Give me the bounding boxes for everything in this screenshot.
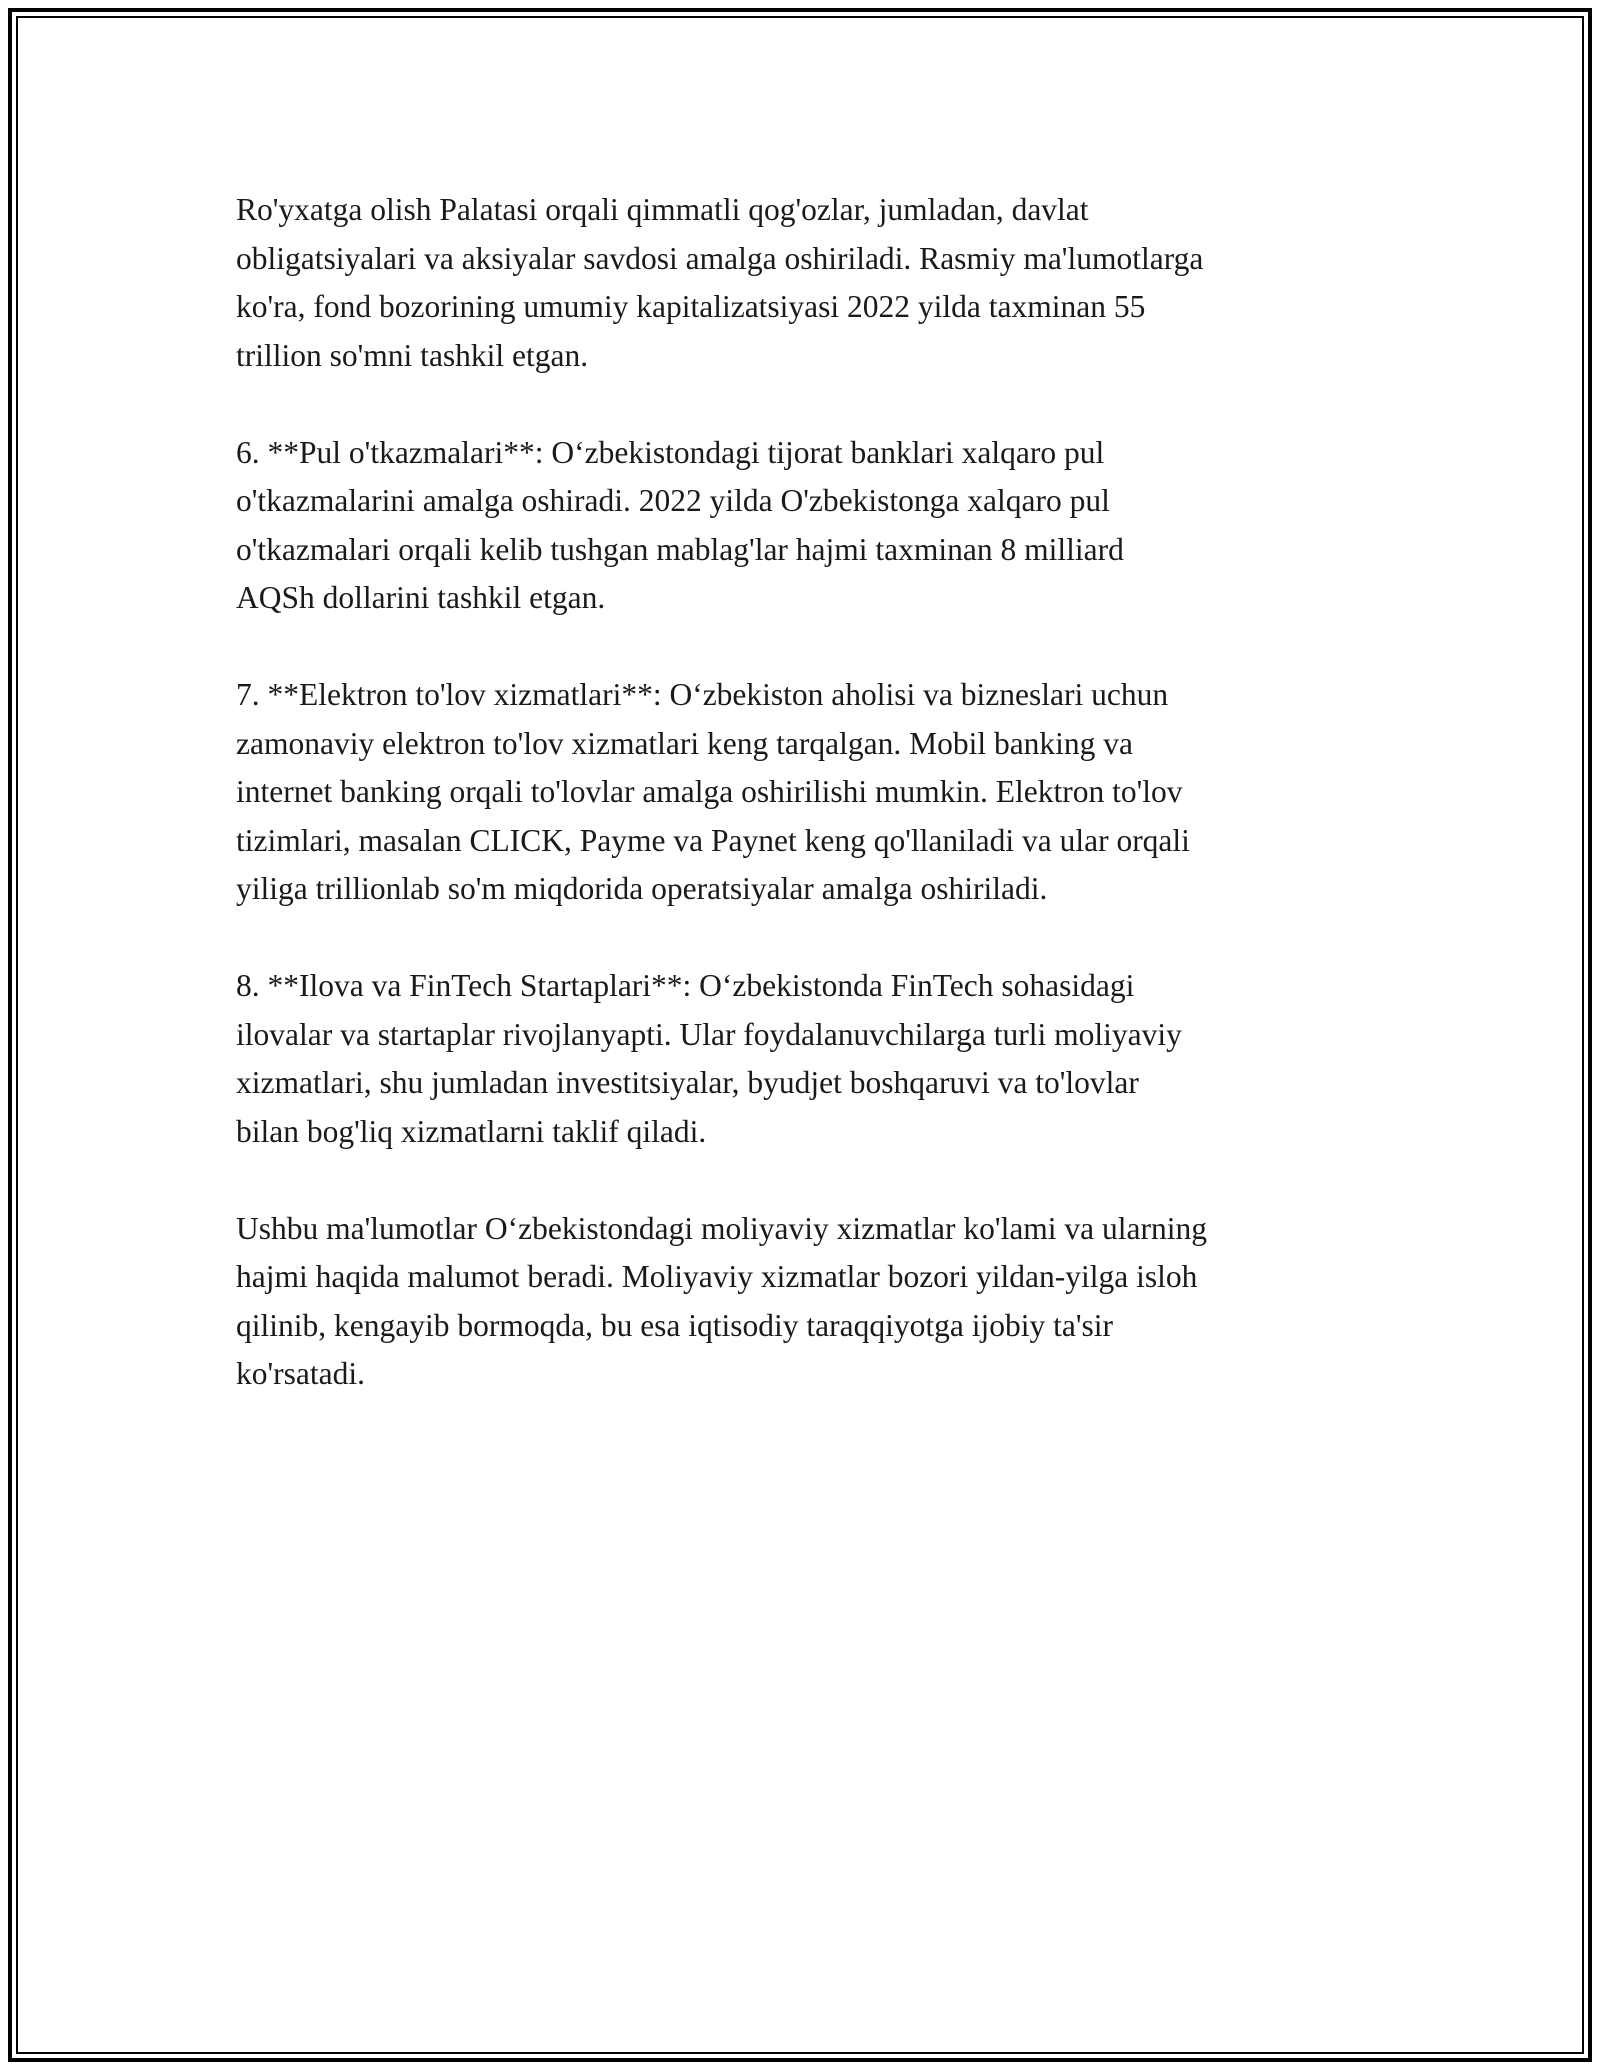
- text-line: o'tkazmalari orqali kelib tushgan mablag'lar hajmi taxminan 8 milliard: [236, 531, 1124, 567]
- text-line: zamonaviy elektron to'lov xizmatlari keng tarqalgan. Mobil banking va: [236, 725, 1134, 761]
- text-line: ko'rsatadi.: [236, 1356, 366, 1391]
- paragraph-stock-market: [236, 186, 1386, 380]
- text-line: ko'ra, fond bozorining umumiy kapitalizatsiyasi 2022 yilda taxminan 55: [236, 289, 1146, 324]
- paragraph-money-transfers: [236, 429, 1386, 623]
- text-line: internet banking orqali to'lovlar amalga oshirilishi mumkin. Elektron to'lov: [236, 774, 1183, 809]
- text-line: 8. **Ilova va FinTech Startaplari**: O‘zbekistonda FinTech sohasidagi: [236, 968, 1135, 1003]
- text-line: hajmi haqida malumot beradi. Moliyaviy xizmatlar bozori yildan-yilga isloh: [236, 1259, 1198, 1294]
- text-line: AQSh dollarini tashkil etgan.: [236, 580, 606, 615]
- document-body: [236, 186, 1386, 1447]
- text-line: ilovalar va startaplar rivojlanyapti. Ular foydalanuvchilarga turli moliyaviy: [236, 1016, 1182, 1052]
- paragraph-fintech-startups: [236, 962, 1386, 1156]
- text-line: tizimlari, masalan CLICK, Payme va Paynet keng qo'llaniladi va ular orqali: [236, 822, 1190, 858]
- text-line: bilan bog'liq xizmatlarni taklif qiladi.: [236, 1113, 707, 1149]
- text-line: 7. **Elektron to'lov xizmatlari**: O‘zbekiston aholisi va bizneslari uchun: [236, 677, 1169, 712]
- text-line: xizmatlari, shu jumladan investitsiyalar, byudjet boshqaruvi va to'lovlar: [236, 1065, 1139, 1100]
- text-line: 6. **Pul o'tkazmalari**: O‘zbekistondagi tijorat banklari xalqaro pul: [236, 434, 1105, 470]
- text-line: qilinib, kengayib bormoqda, bu esa iqtisodiy taraqqiyotga ijobiy ta'sir: [236, 1307, 1114, 1343]
- paragraph-conclusion: [236, 1205, 1386, 1399]
- text-line: Ro'yxatga olish Palatasi orqali qimmatli qog'ozlar, jumladan, davlat: [236, 192, 1089, 227]
- text-line: yiliga trillionlab so'm miqdorida operatsiyalar amalga oshiriladi.: [236, 871, 1048, 906]
- text-line: Ushbu ma'lumotlar O‘zbekistondagi moliyaviy xizmatlar ko'lami va ularning: [236, 1210, 1208, 1246]
- text-line: obligatsiyalari va aksiyalar savdosi amalga oshiriladi. Rasmiy ma'lumotlarga: [236, 240, 1204, 276]
- paragraph-electronic-payments: [236, 671, 1386, 914]
- text-line: o'tkazmalarini amalga oshiradi. 2022 yilda O'zbekistonga xalqaro pul: [236, 483, 1110, 518]
- text-line: trillion so'mni tashkil etgan.: [236, 337, 589, 373]
